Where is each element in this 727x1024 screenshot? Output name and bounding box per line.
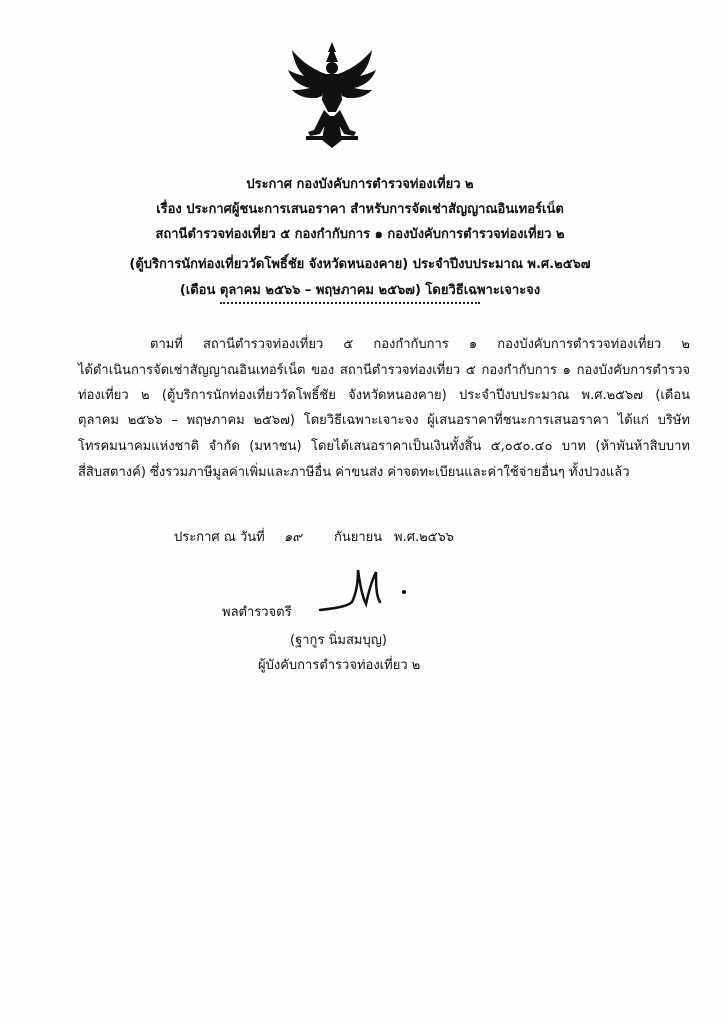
subject-line-4: (เดือน ตุลาคม ๒๕๖๖ – พฤษภาคม ๒๕๖๗) โดยวิธีเฉพาะเจาะจง (179, 283, 541, 298)
signature-mark (318, 566, 408, 614)
announce-year: พ.ศ.๒๕๖๖ (394, 530, 454, 545)
subject-line-3: (ตู้บริการนักท่องเที่ยววัดโพธิ์ชัย จังหวัดหนองคาย) ประจำปีงบประมาณ พ.ศ.๒๕๖๗ (129, 257, 591, 272)
signer-rank: พลตำรวจตรี (222, 605, 292, 620)
subject-line-2: สถานีตำรวจท่องเที่ยว ๕ กองกำกับการ ๑ กองบังคับการตำรวจท่องเที่ยว ๒ (155, 227, 565, 242)
body-paragraph-line-1: ตามที่ สถานีตำรวจท่องเที่ยว ๕ กองกำกับการ ๑ กองบังคับการตำรวจท่องเที่ยว ๒ (150, 337, 690, 352)
body-paragraph-line-5: โทรคมนาคมแห่งชาติ จำกัด (มหาชน) โดยได้เสนอราคาเป็นเงินทั้งสิ้น ๕,๐๕๐.๔๐ บาท (ห้าพันห้าสิบบาท (78, 439, 690, 454)
body-paragraph-line-4: ตุลาคม ๒๕๖๖ – พฤษภาคม ๒๕๖๗) โดยวิธีเฉพาะเจาะจง ผู้เสนอราคาที่ชนะการเสนอราคา ได้แก่ บริษัท (78, 413, 690, 428)
announcement-title: ประกาศ กองบังคับการตำรวจท่องเที่ยว ๒ (246, 177, 474, 192)
body-paragraph-line-3: ท่องเที่ยว ๒ (ตู้บริการนักท่องเที่ยววัดโพธิ์ชัย จังหวัดหนองคาย) ประจำปีงบประมาณ พ.ศ.๒๕๖๗ (เดือน (78, 388, 690, 403)
announce-day: ๑๙ (284, 530, 302, 545)
announce-month: กันยายน (334, 530, 383, 545)
body-paragraph-line-6: สี่สิบสตางค์) ซึ่งรวมภาษีมูลค่าเพิ่มและภาษีอื่น ค่าขนส่ง ค่าจดทะเบียนและค่าใช้จ่ายอื่นๆ ทั้งปวงแล้ว (78, 465, 630, 480)
subject-line: เรื่อง ประกาศผู้ชนะการเสนอราคา สำหรับการจัดเช่าสัญญาณอินเทอร์เน็ต (156, 202, 564, 217)
announce-date-prefix: ประกาศ ณ วันที่ (174, 530, 265, 545)
signer-name: (ฐากูร นิ่มสมบุญ) (290, 633, 387, 648)
body-paragraph-line-2: ได้ดำเนินการจัดเช่าสัญญาณอินเทอร์เน็ต ของ สถานีตำรวจท่องเที่ยว ๕ กองกำกับการ ๑ กองบังคับการตำรวจ (78, 363, 690, 378)
dotted-divider (220, 302, 480, 304)
signer-position: ผู้บังคับการตำรวจท่องเที่ยว ๒ (258, 658, 421, 673)
garuda-emblem-icon (284, 40, 380, 150)
